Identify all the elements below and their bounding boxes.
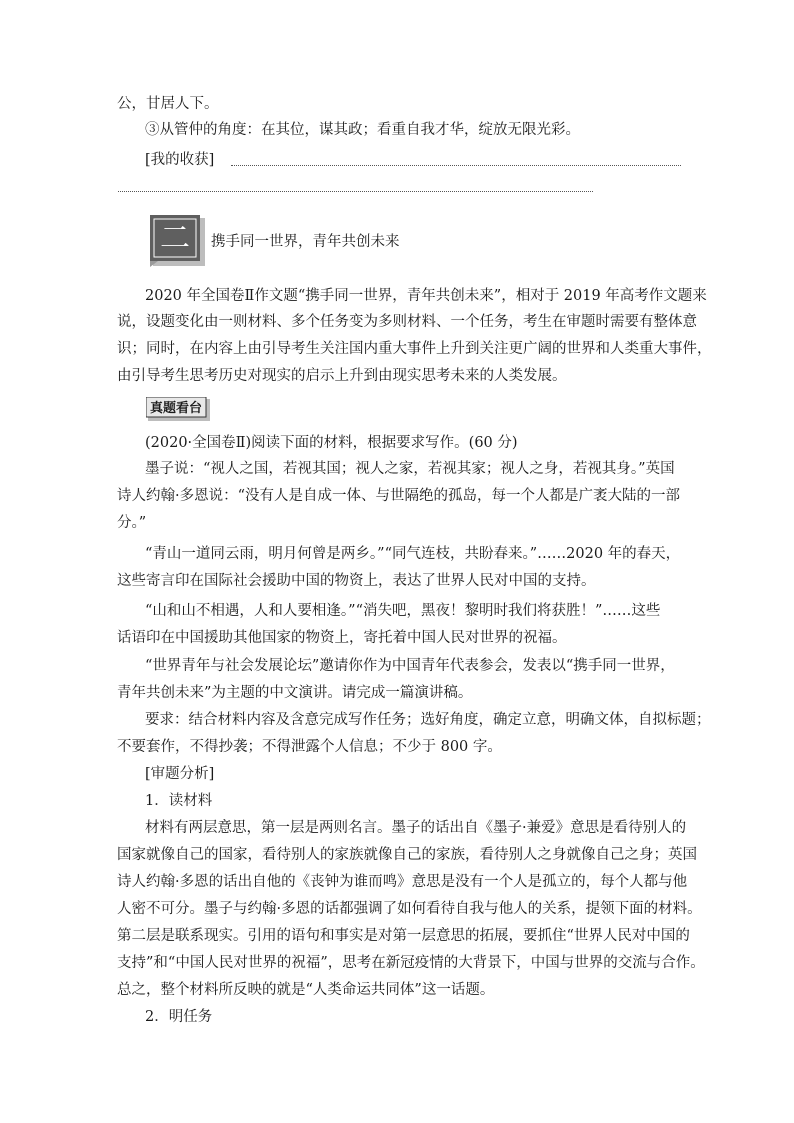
text-line: 不要套作，不得抄袭；不得泄露个人信息；不少于 800 字。 <box>117 739 502 755</box>
analysis-heading: 2．明任务 <box>145 1009 213 1025</box>
section-number: 二 <box>160 221 190 256</box>
answer-dotted-line <box>231 165 681 166</box>
text-line: 第二层是联系现实。引用的语句和事实是对第一层意思的拓展，要抓住“世界人民对中国的 <box>117 928 690 944</box>
text-line: 青年共创未来”为主题的中文演讲。请完成一篇演讲稿。 <box>117 685 473 701</box>
text-line: 诗人约翰·多恩说：“没有人是自成一体、与世隔绝的孤岛，每一个人都是广袤大陆的一部 <box>117 488 681 504</box>
text-line: 要求：结合材料内容及含意完成写作任务；选好角度，确定立意，明确文体，自拟标题； <box>145 712 711 728</box>
text-line: “青山一道同云雨，明月何曾是两乡。”“同气连枝，共盼春来。”……2020 年的春天， <box>145 546 681 562</box>
text-line: 支持”和“中国人民对世界的祝福”，思考在新冠疫情的大背景下，中国与世界的交流与合作。 <box>117 955 705 971</box>
text-line: 人密不可分。墨子与约翰·多恩的话都强调了如何看待自我与他人的关系，提领下面的材料。 <box>117 901 702 917</box>
intro-line: 由引导考生思考历史对现实的启示上升到由现实思考未来的人类发展。 <box>117 368 567 384</box>
section-number-icon <box>150 215 206 267</box>
text-line: “世界青年与社会发展论坛”邀请你作为中国青年代表参会，发表以“携手同一世界， <box>145 658 675 674</box>
analysis-label: [审题分析] <box>145 766 215 782</box>
intro-line: 2020 年全国卷Ⅱ作文题“携手同一世界，青年共创未来”，相对于 2019 年高考作文题来 <box>145 288 707 304</box>
intro-line: 说，设题变化由一则材料、多个任务变为多则材料、一个任务，考生在审题时需要有整体意 <box>117 314 697 330</box>
text-line: 国家就像自己的国家，看待别人的家族就像自己的家族，看待别人之身就像自己之身；英国 <box>117 847 697 863</box>
exam-source: (2020·全国卷Ⅱ)阅读下面的材料，根据要求写作。(60 分) <box>145 435 518 451</box>
text-line: 话语印在中国援助其他国家的物资上，寄托着中国人民对世界的祝福。 <box>117 630 567 646</box>
text-line: 这些寄言印在国际社会援助中国的物资上，表达了世界人民对中国的支持。 <box>117 573 596 589</box>
text-line: 材料有两层意思，第一层是两则名言。墨子的话出自《墨子·兼爱》意思是看待别人的 <box>145 820 687 836</box>
exam-tag: 真题看台 <box>150 401 203 416</box>
analysis-heading: 1．读材料 <box>145 793 213 809</box>
text-line: 墨子说：“视人之国，若视其国；视人之家，若视其家；视人之身，若视其身。”英国 <box>145 461 675 477</box>
answer-dotted-line <box>118 191 593 192</box>
text-line: 总之，整个材料所反映的就是“人类命运共同体”这一话题。 <box>117 982 495 998</box>
text-line: “山和山不相遇，人和人要相逢。”“消失吧，黑夜！黎明时我们将获胜！”……这些 <box>145 603 661 619</box>
section-title: 携手同一世界，青年共创未来 <box>211 234 400 250</box>
text-line: 诗人约翰·多恩的话出自他的《丧钟为谁而鸣》意思是没有一个人是孤立的，每个人都与他 <box>117 874 688 890</box>
harvest-label: [我的收获] <box>145 152 215 168</box>
text-line: 分。” <box>117 515 147 531</box>
intro-line: 识；同时，在内容上由引导考生关注国内重大事件上升到关注更广阔的世界和人类重大事件， <box>117 341 712 357</box>
text-line: 公，甘居人下。 <box>117 96 219 112</box>
text-line: ③从管仲的角度：在其位，谋其政；看重自我才华，绽放无限光彩。 <box>145 122 580 138</box>
